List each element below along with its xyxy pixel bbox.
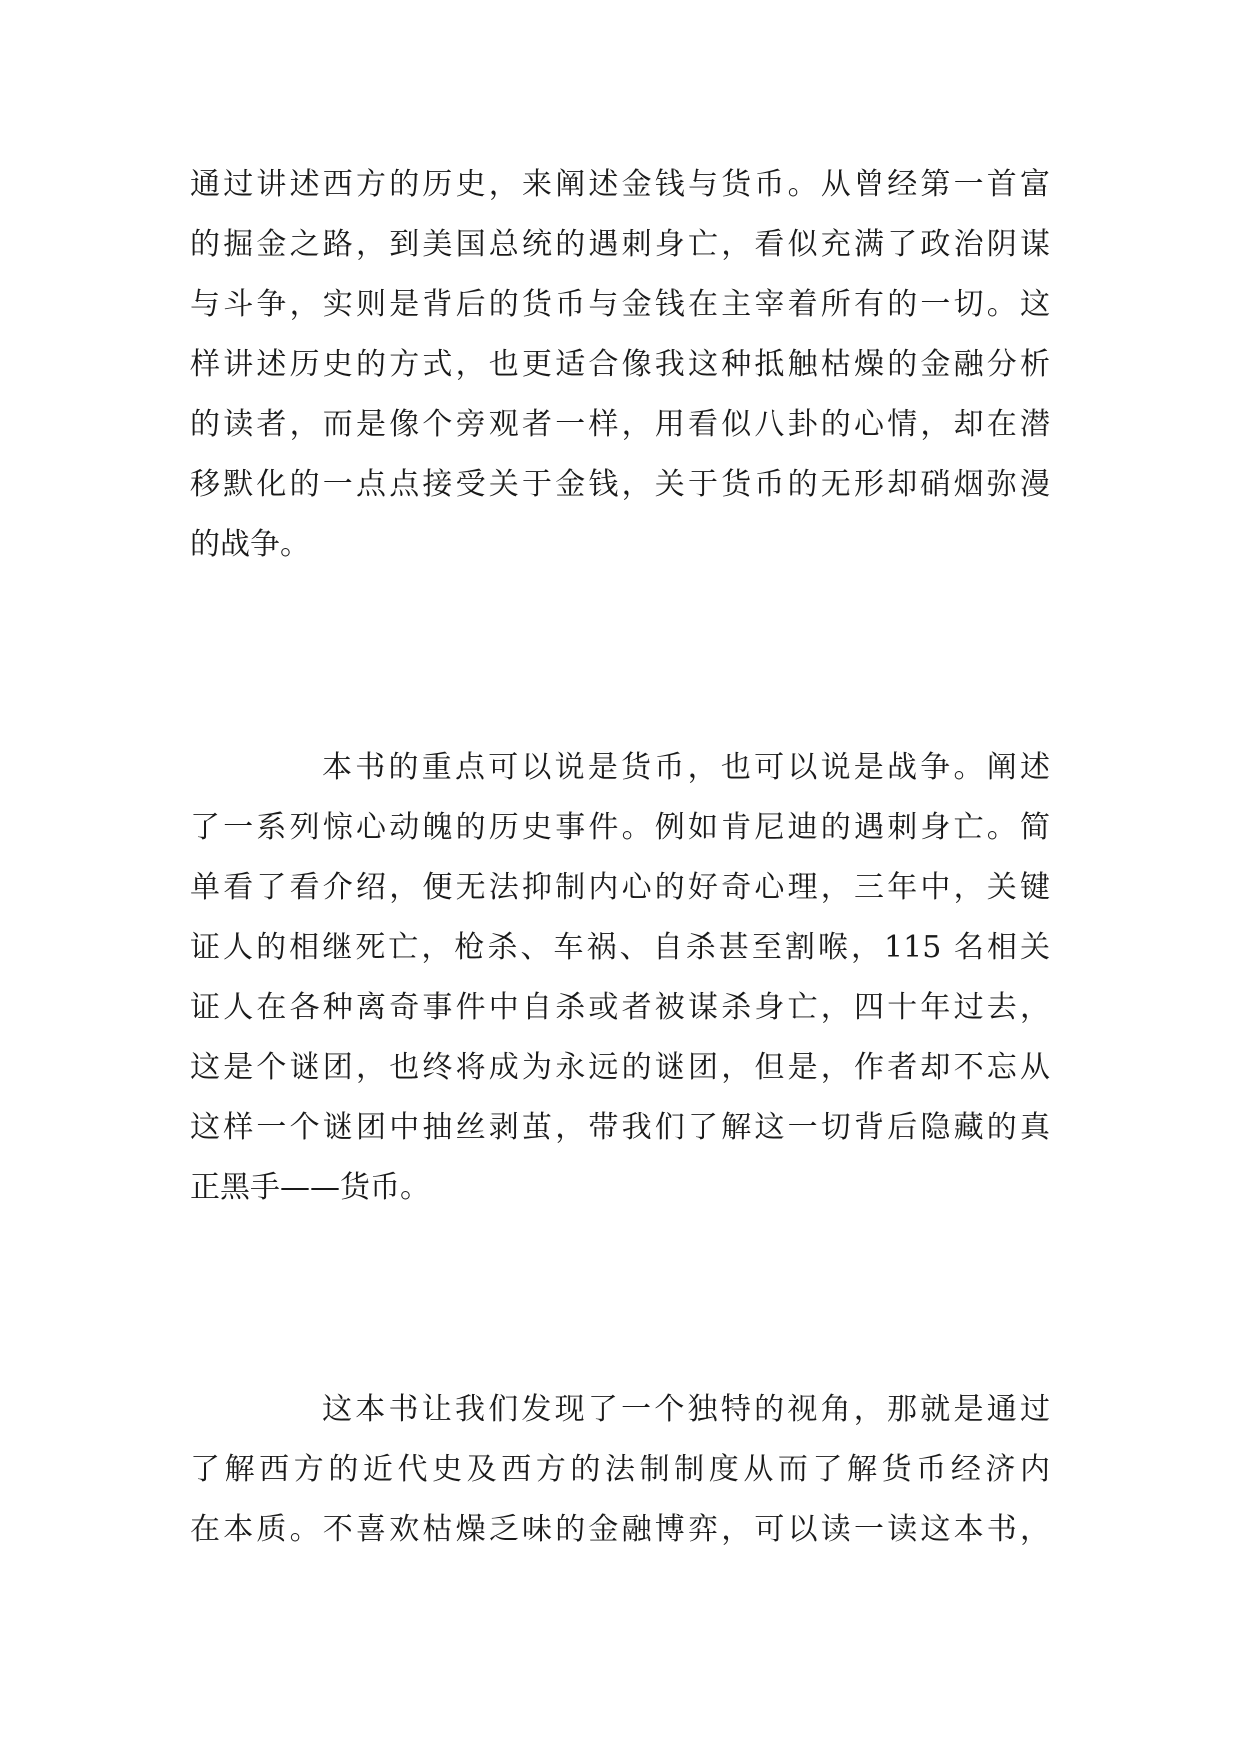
text-line: 的战争。 [190, 527, 310, 562]
text-line: 了解西方的近代史及西方的法制制度从而了解货币经济内 [190, 1452, 1050, 1487]
text-line: 与斗争，实则是背后的货币与金钱在主宰着所有的一切。这 [190, 287, 1050, 322]
paragraph-3 [190, 1380, 1050, 1560]
text-line: 移默化的一点点接受关于金钱，关于货币的无形却硝烟弥漫 [190, 467, 1050, 502]
text-line: 证人的相继死亡，枪杀、车祸、自杀甚至割喉，115 名相关 [190, 930, 1050, 965]
text-line: 样讲述历史的方式，也更适合像我这种抵触枯燥的金融分析 [190, 347, 1050, 382]
text-line: 了一系列惊心动魄的历史事件。例如肯尼迪的遇刺身亡。简 [190, 810, 1050, 845]
text-line: 这是个谜团，也终将成为永远的谜团，但是，作者却不忘从 [190, 1050, 1050, 1085]
text-line: 正黑手——货币。 [190, 1170, 430, 1205]
paragraph-1 [190, 155, 1050, 575]
text-line: 通过讲述西方的历史，来阐述金钱与货币。从曾经第一首富 [190, 167, 1050, 202]
text-line: 的掘金之路，到美国总统的遇刺身亡，看似充满了政治阴谋 [190, 227, 1050, 262]
text-line: 这样一个谜团中抽丝剥茧，带我们了解这一切背后隐藏的真 [190, 1110, 1050, 1145]
text-line: 的读者，而是像个旁观者一样，用看似八卦的心情，却在潜 [190, 407, 1050, 442]
text-line: 在本质。不喜欢枯燥乏味的金融博弈，可以读一读这本书， [190, 1512, 1050, 1547]
text-line: 单看了看介绍，便无法抑制内心的好奇心理，三年中，关键 [190, 870, 1050, 905]
text-line: 这本书让我们发现了一个独特的视角，那就是通过 [322, 1392, 1050, 1427]
text-line: 本书的重点可以说是货币，也可以说是战争。阐述 [322, 750, 1050, 785]
paragraph-2 [190, 738, 1050, 1218]
text-line: 证人在各种离奇事件中自杀或者被谋杀身亡，四十年过去， [190, 990, 1050, 1025]
